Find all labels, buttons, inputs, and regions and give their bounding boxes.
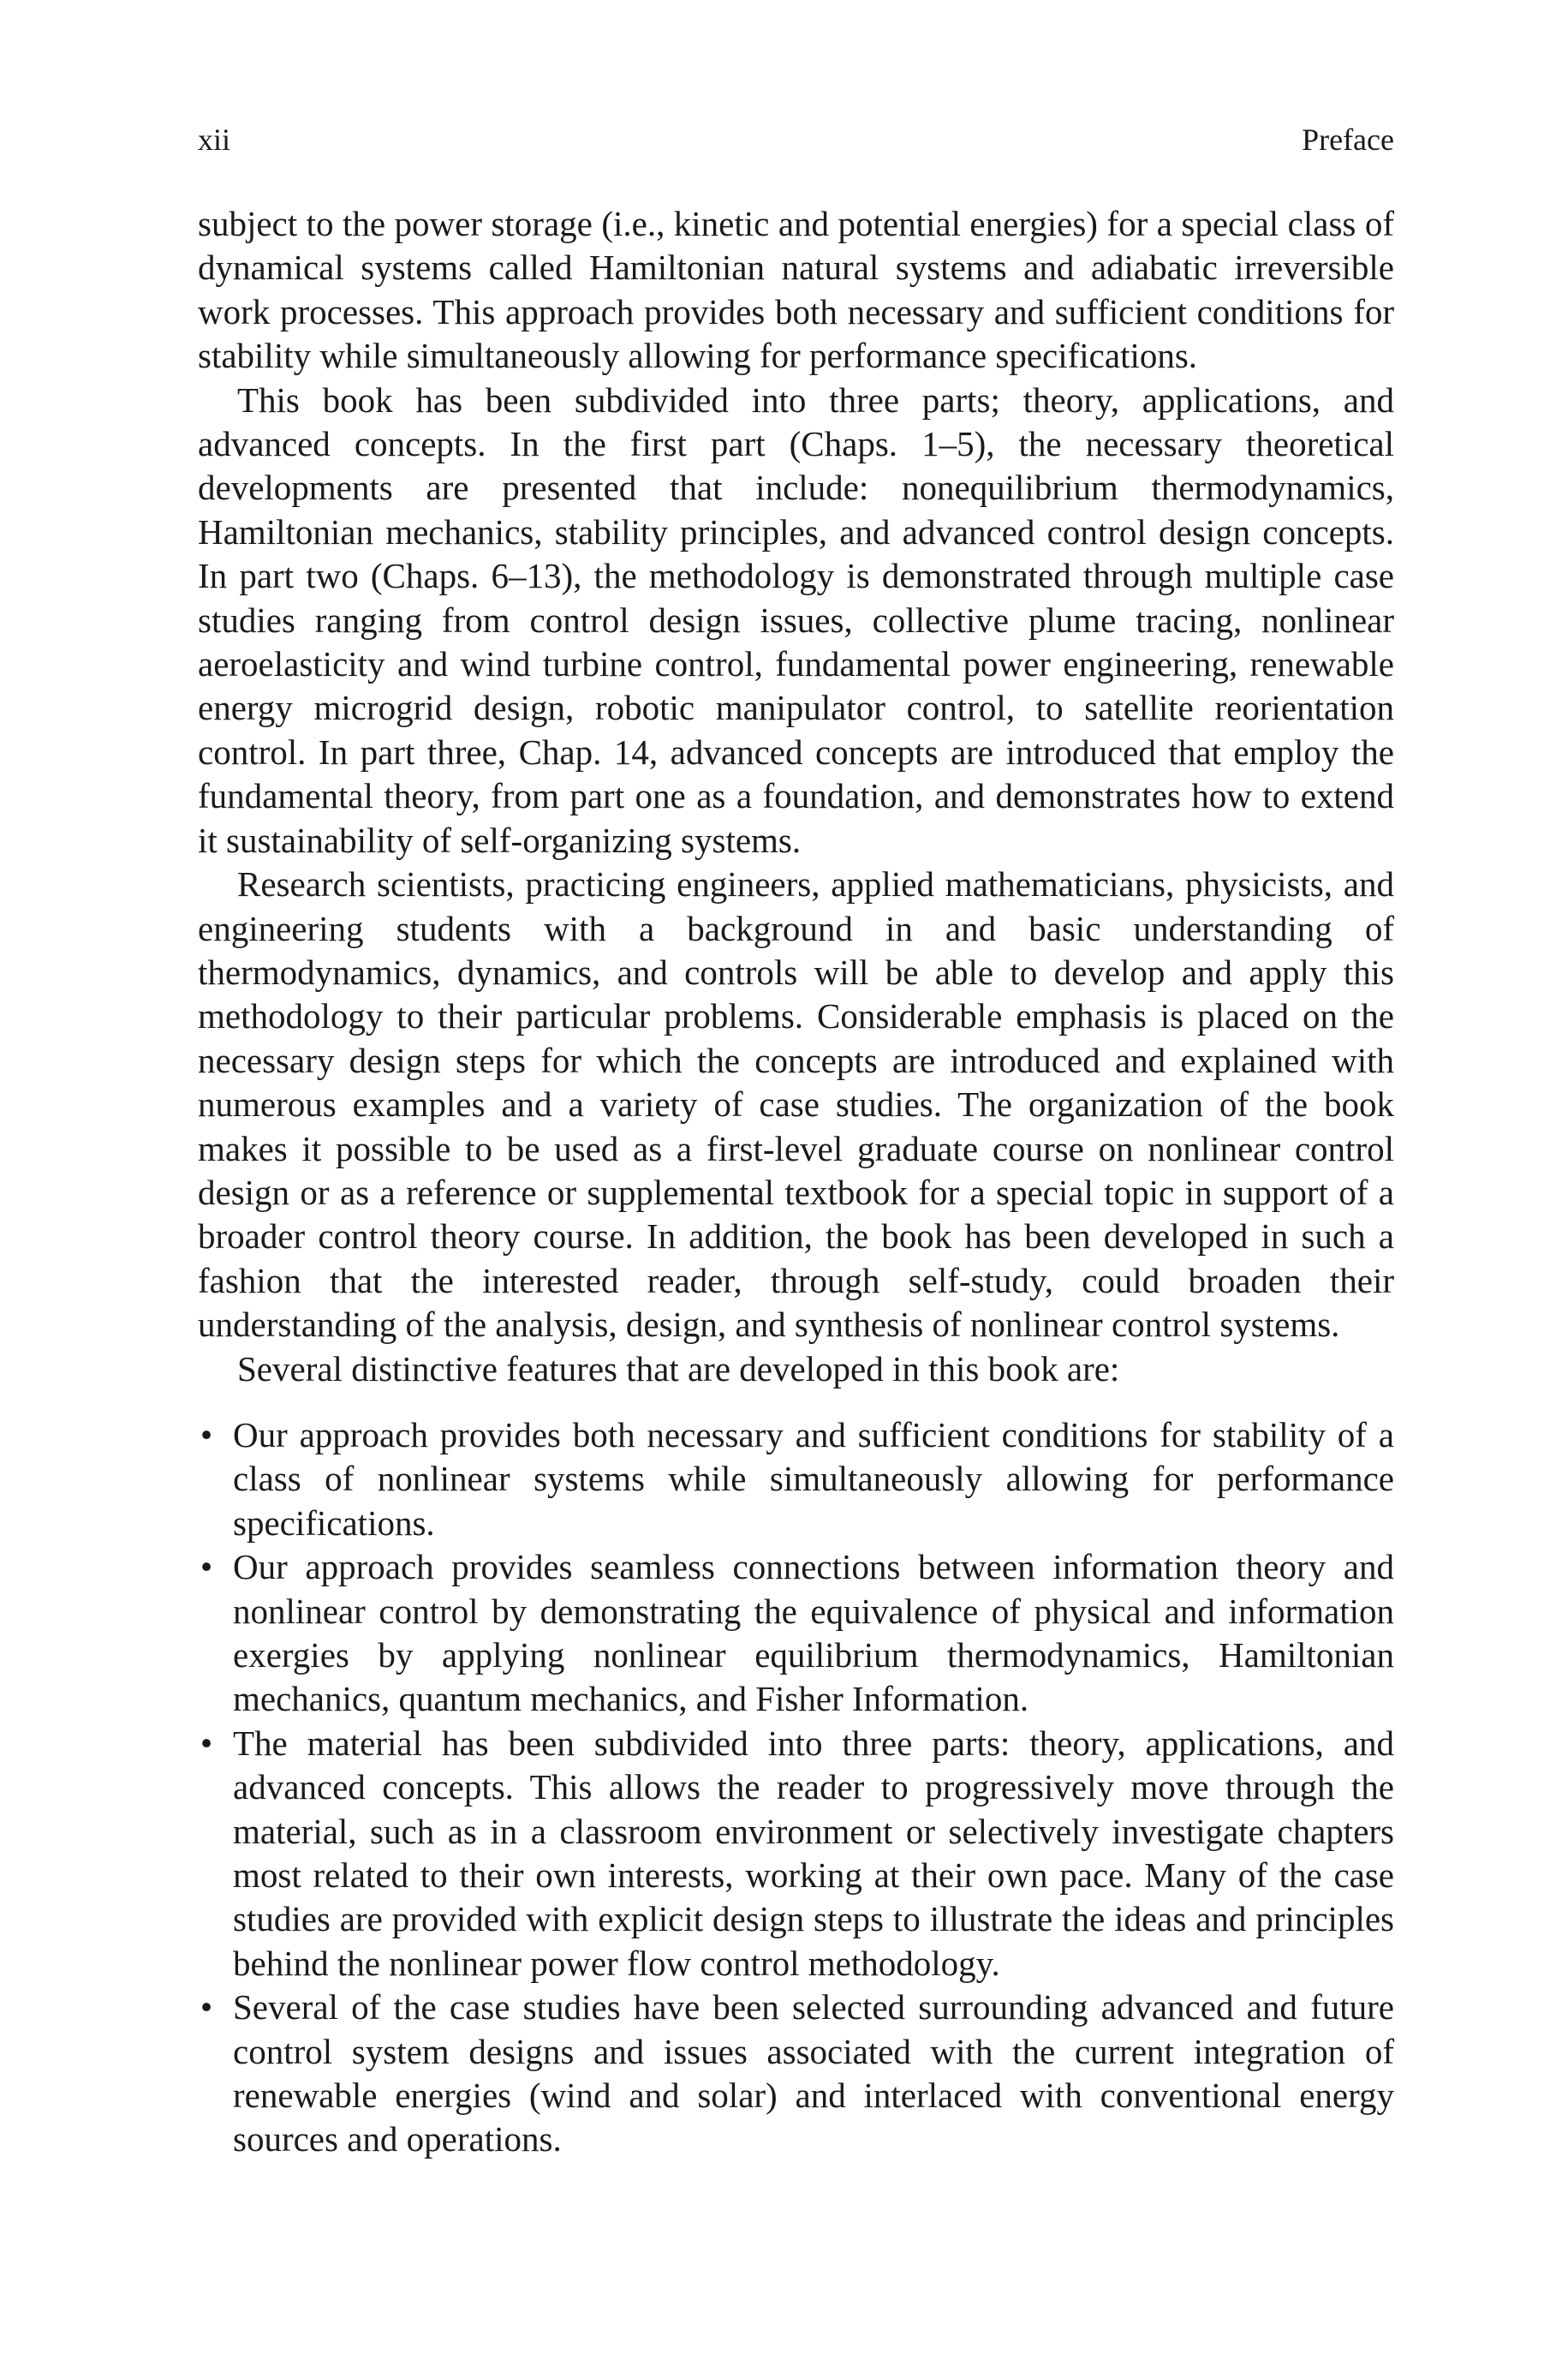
body-text xyxy=(198,202,1394,2162)
section-title: Preface xyxy=(1302,122,1394,157)
list-item-text: Our approach provides both necessary and sufficient conditions for stability of a class of nonlinear systems while simultaneously allowing for performance specifications. xyxy=(233,1414,1394,1543)
features-list xyxy=(198,1413,1394,2162)
running-head xyxy=(198,118,1394,161)
list-item xyxy=(198,1413,1394,1545)
list-item-text: Our approach provides seamless connections between information theory and nonlinear control by demonstrating the equivalence of physical and information exergies by applying nonlinear equilibrium thermodynamics, Hamiltonian mechanics, quantum mechanics, and Fisher Information. xyxy=(233,1547,1394,1719)
bullet-icon: • xyxy=(200,1987,213,2028)
page-number: xii xyxy=(198,122,231,157)
paragraph-features-intro: Several distinctive features that are developed in this book are: xyxy=(237,1348,1120,1389)
paragraph-book-structure: This book has been subdivided into three parts; theory, applications, and advanced concepts. In the first part (Chaps. 1–5), the necessary theoretical developments are presented that include: nonequilibrium thermodynamics, Hamiltonian mechanics, stability principles, and advanced control design concepts. In part two (Chaps. 6–13), the methodology is demonstrated through multiple case studies ranging from control design issues, collective plume tracing, nonlinear aeroelasticity and wind turbine control, fundamental power engineering, renewable energy microgrid design, robotic manipulator control, to satellite reorientation control. In part three, Chap. 14, advanced concepts are introduced that employ the fundamental theory, from part one as a foundation, and demonstrates how to extend it sustainability of self-organizing systems. xyxy=(198,379,1394,860)
bullet-icon: • xyxy=(200,1547,213,1587)
bullet-icon: • xyxy=(200,1723,213,1763)
list-item xyxy=(198,1986,1394,2162)
bullet-icon: • xyxy=(200,1414,213,1454)
list-item xyxy=(198,1545,1394,1722)
list-item-text: Several of the case studies have been selected surrounding advanced and future control system designs and issues associated with the current integration of renewable energies (wind and solar) and interlaced with conventional energy sources and operations. xyxy=(233,1987,1394,2159)
paragraph-audience: Research scientists, practicing engineers, applied mathematicians, physicists, and engineering students with a background in and basic understanding of thermodynamics, dynamics, and controls will be able to develop and apply this methodology to their particular problems. Considerable emphasis is placed on the necessary design steps for which the concepts are introduced and explained with numerous examples and a variety of case studies. The organization of the book makes it possible to be used as a first-level graduate course on nonlinear control design or as a reference or supplemental textbook for a special topic in support of a broader control theory course. In addition, the book has been developed in such a fashion that the interested reader, through self-study, could broaden their understanding of the analysis, design, and synthesis of nonlinear control systems. xyxy=(198,864,1394,1345)
paragraph-continuation: subject to the power storage (i.e., kinetic and potential energies) for a special class of dynamical systems called Hamiltonian natural systems and adiabatic irreversible work processes. This approach provides both necessary and sufficient conditions for stability while simultaneously allowing for performance specifications. xyxy=(198,204,1394,376)
list-item xyxy=(198,1722,1394,1986)
list-item-text: The material has been subdivided into three parts: theory, applications, and advanced concepts. This allows the reader to progressively move through the material, such as in a classroom environment or selectively investigate chapters most related to their own interests, working at their own pace. Many of the case studies are provided with explicit design steps to illustrate the ideas and principles behind the nonlinear power flow control methodology. xyxy=(233,1723,1394,1983)
